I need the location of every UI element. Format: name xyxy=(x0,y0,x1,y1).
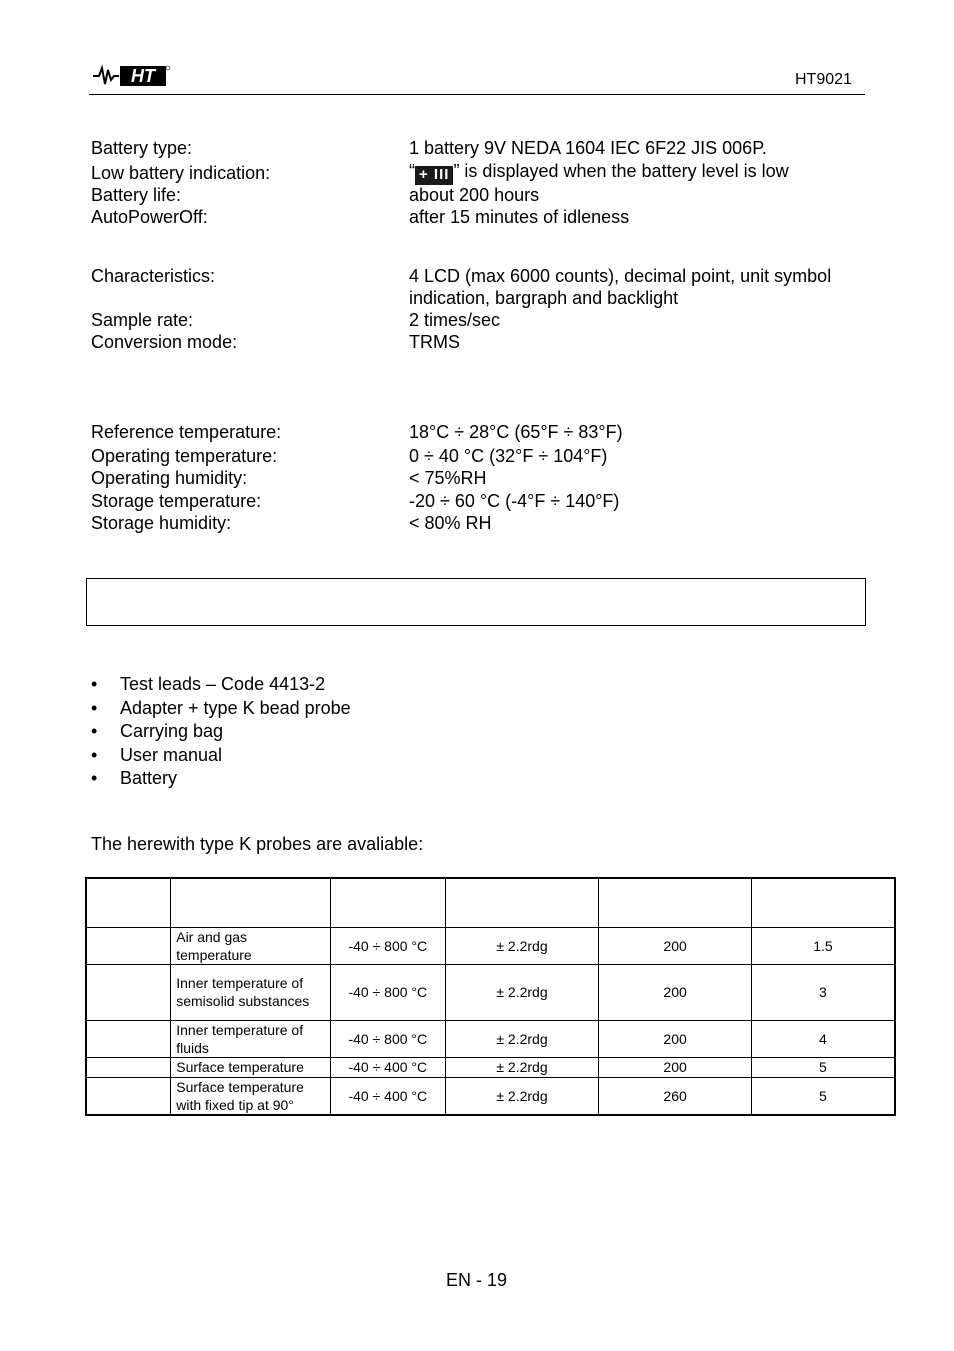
table-cell: 5 xyxy=(751,1057,895,1077)
table-header-cell xyxy=(330,878,445,927)
table-cell: 200 xyxy=(599,1057,752,1077)
low-battery-text: ” is displayed when the battery level is low xyxy=(453,161,789,181)
autopoweroff-label: AutoPowerOff: xyxy=(91,207,208,227)
storage-temperature-label: Storage temperature: xyxy=(91,491,262,511)
storage-temperature-value: -20 ÷ 60 °C (-4°F ÷ 140°F) xyxy=(409,491,620,511)
table-cell: ± 2.2rdg xyxy=(445,1020,599,1057)
table-header-cell xyxy=(751,878,895,927)
table-cell xyxy=(86,1057,171,1077)
table-cell xyxy=(86,1077,171,1115)
table-cell: 3 xyxy=(751,964,895,1020)
operating-humidity-value: < 75%RH xyxy=(409,468,487,488)
conversion-mode-value: TRMS xyxy=(409,332,460,352)
operating-temperature-label: Operating temperature: xyxy=(91,446,278,466)
battery-life-value: about 200 hours xyxy=(409,185,540,205)
table-header-cell xyxy=(171,878,331,927)
table-cell: 5 xyxy=(751,1077,895,1115)
battery-type-label: Battery type: xyxy=(91,138,193,158)
characteristics-value-line2: indication, bargraph and backlight xyxy=(409,288,679,308)
header-divider xyxy=(89,94,865,95)
sample-rate-value: 2 times/sec xyxy=(409,310,501,330)
table-row xyxy=(86,927,895,964)
characteristics-value-line1: 4 LCD (max 6000 counts), decimal point, unit symbol xyxy=(409,266,832,286)
table-cell: ± 2.2rdg xyxy=(445,927,599,964)
model-name: HT9021 xyxy=(795,71,852,88)
storage-humidity-value: < 80% RH xyxy=(409,513,492,533)
table-cell: 260 xyxy=(599,1077,752,1115)
low-battery-label: Low battery indication: xyxy=(91,163,271,183)
table-cell: Surface temperature with fixed tip at 90° xyxy=(171,1077,331,1115)
operating-temperature-value: 0 ÷ 40 °C (32°F ÷ 104°F) xyxy=(409,446,608,466)
reference-temperature-value: 18°C ÷ 28°C (65°F ÷ 83°F) xyxy=(409,422,623,442)
table-cell: -40 ÷ 400 °C xyxy=(330,1077,445,1115)
reference-temperature-label: Reference temperature: xyxy=(91,422,282,442)
ht-logo xyxy=(93,60,171,90)
table-header-row xyxy=(86,878,895,927)
table-cell xyxy=(86,927,171,964)
list-item: • User manual xyxy=(91,745,223,765)
table-cell: 200 xyxy=(599,964,752,1020)
table-cell: -40 ÷ 800 °C xyxy=(330,1020,445,1057)
table-row xyxy=(86,1077,895,1115)
list-item: • Test leads – Code 4413-2 xyxy=(91,674,326,694)
table-cell: 4 xyxy=(751,1020,895,1057)
table-cell: Surface temperature xyxy=(171,1057,331,1077)
table-cell: 200 xyxy=(599,927,752,964)
probe-table xyxy=(85,877,896,1116)
characteristics-label: Characteristics: xyxy=(91,266,216,286)
logo-text: HT xyxy=(131,66,155,86)
autopoweroff-value: after 15 minutes of idleness xyxy=(409,207,630,227)
conversion-mode-label: Conversion mode: xyxy=(91,332,238,352)
battery-type-value: 1 battery 9V NEDA 1604 IEC 6F22 JIS 006P. xyxy=(409,138,767,158)
table-row xyxy=(86,1057,895,1077)
table-row xyxy=(86,964,895,1020)
operating-humidity-label: Operating humidity: xyxy=(91,468,248,488)
sample-rate-label: Sample rate: xyxy=(91,310,194,330)
list-item: • Adapter + type K bead probe xyxy=(91,698,351,718)
section-heading-box xyxy=(86,578,866,626)
battery-life-label: Battery life: xyxy=(91,185,182,205)
table-cell: -40 ÷ 400 °C xyxy=(330,1057,445,1077)
table-cell: 1.5 xyxy=(751,927,895,964)
table-cell: ± 2.2rdg xyxy=(445,1057,599,1077)
table-cell: -40 ÷ 800 °C xyxy=(330,927,445,964)
table-cell xyxy=(86,1020,171,1057)
low-battery-value xyxy=(409,160,789,185)
table-header-cell xyxy=(445,878,599,927)
table-cell: ± 2.2rdg xyxy=(445,964,599,1020)
table-cell: 200 xyxy=(599,1020,752,1057)
table-header-cell xyxy=(86,878,171,927)
list-item: • Battery xyxy=(91,768,178,788)
table-cell: ± 2.2rdg xyxy=(445,1077,599,1115)
probes-intro: The herewith type K probes are avaliable: xyxy=(91,834,424,854)
battery-symbol-icon: + III xyxy=(415,166,453,185)
page-number: EN - 19 xyxy=(446,1270,508,1290)
storage-humidity-label: Storage humidity: xyxy=(91,513,232,533)
table-cell: -40 ÷ 800 °C xyxy=(330,964,445,1020)
table-header-cell xyxy=(599,878,752,927)
table-cell: Air and gas temperature xyxy=(171,927,331,964)
open-quote: “ xyxy=(409,161,415,181)
table-cell xyxy=(86,964,171,1020)
table-cell: Inner temperature of fluids xyxy=(171,1020,331,1057)
list-item: • Carrying bag xyxy=(91,721,224,741)
table-row xyxy=(86,1020,895,1057)
table-cell: Inner temperature of semisolid substances xyxy=(171,964,331,1020)
